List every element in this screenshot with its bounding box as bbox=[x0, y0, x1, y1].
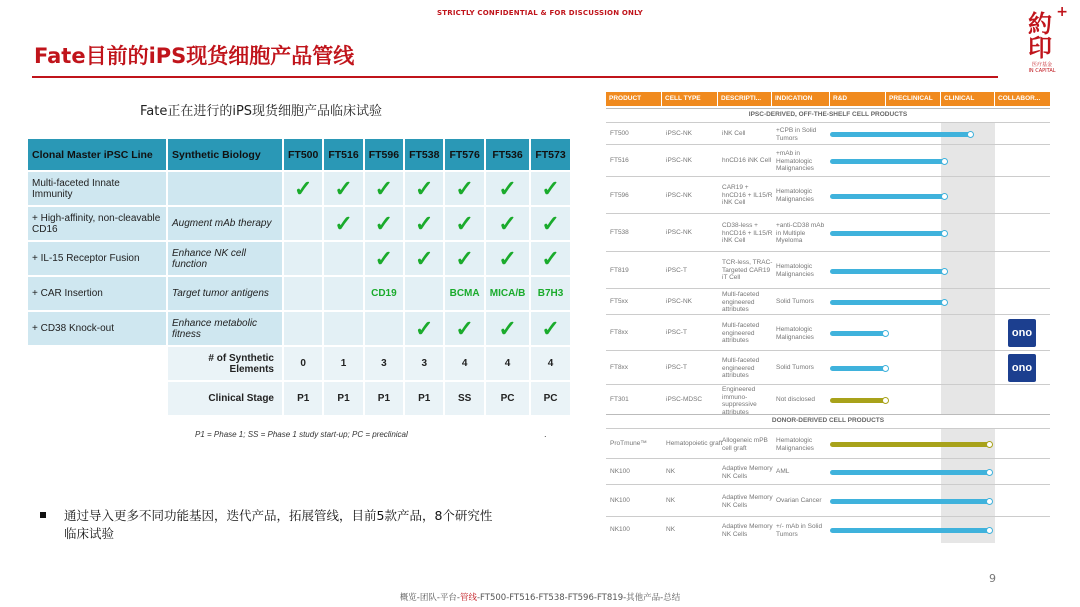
table-cell bbox=[531, 172, 569, 205]
checkmark-icon: ✓ bbox=[334, 210, 353, 236]
col-header-product: FT576 bbox=[445, 139, 483, 170]
checkmark-icon: ✓ bbox=[455, 245, 474, 271]
table-row bbox=[28, 277, 570, 310]
pipeline-ind: +anti-CD38 mAb in Multiple Myeloma bbox=[776, 222, 825, 244]
pipeline-row bbox=[606, 428, 1050, 459]
logo-subtitle: 医疗基金 IN CAPITAL bbox=[1028, 62, 1056, 74]
table-cell bbox=[324, 312, 362, 345]
synthetic-elements-value: 4 bbox=[445, 347, 483, 380]
pipeline-ind: Hematologic Malignancies bbox=[776, 188, 814, 203]
footnote-dot: . bbox=[544, 430, 547, 439]
progress-bar bbox=[830, 398, 886, 403]
table-cell bbox=[284, 242, 322, 275]
progress-end-marker bbox=[986, 527, 993, 534]
ono-collaborator-logo: ono bbox=[1008, 354, 1036, 382]
clinical-stage-row bbox=[28, 382, 570, 415]
synthetic-elements-value: 4 bbox=[486, 347, 530, 380]
car-target-label: BCMA bbox=[449, 288, 480, 299]
table-cell bbox=[284, 172, 322, 205]
company-logo bbox=[1024, 4, 1068, 74]
pipeline-row bbox=[606, 314, 1050, 351]
pipeline-ind: Hematologic Malignancies bbox=[776, 326, 814, 341]
pipeline-desc: Multi-faceted engineered attributes bbox=[722, 357, 760, 379]
checkmark-icon: ✓ bbox=[374, 175, 394, 201]
pipeline-desc: TCR-less, TRAC-Targeted CAR19 iT Cell bbox=[722, 259, 773, 281]
pipeline-product: NK100 bbox=[610, 468, 630, 475]
pipeline-desc: Allogeneic mPB cell graft bbox=[722, 437, 768, 452]
pipeline-product: FT5xx bbox=[610, 298, 629, 305]
checkmark-icon: ✓ bbox=[498, 245, 517, 271]
pipeline-ind: Hematologic Malignancies bbox=[776, 437, 814, 452]
pipeline-ind: +CPB in Solid Tumors bbox=[776, 127, 817, 142]
pipeline-ind: Not disclosed bbox=[776, 396, 816, 403]
progress-bar bbox=[830, 442, 990, 447]
section-navigation bbox=[0, 591, 1080, 603]
table-row bbox=[28, 207, 570, 240]
progress-end-marker bbox=[986, 498, 993, 505]
pipeline-header: DESCRIPTI... bbox=[718, 92, 771, 106]
progress-bar bbox=[830, 528, 990, 533]
checkmark-icon: ✓ bbox=[455, 315, 474, 341]
pipeline-row bbox=[606, 176, 1050, 214]
pipeline-product: NK100 bbox=[610, 526, 630, 533]
pipeline-header: INDICATION bbox=[772, 92, 829, 106]
clinical-column-shade bbox=[941, 252, 995, 289]
pipeline-product: FT301 bbox=[610, 396, 629, 403]
progress-bar bbox=[830, 470, 990, 475]
progress-end-marker bbox=[967, 131, 974, 138]
pipeline-header: COLLABOR... bbox=[995, 92, 1050, 106]
progress-end-marker bbox=[941, 299, 948, 306]
page-number: 9 bbox=[989, 572, 996, 585]
progress-end-marker bbox=[882, 330, 889, 337]
clinical-column-shade bbox=[941, 145, 995, 177]
table-row bbox=[28, 172, 570, 205]
progress-end-marker bbox=[941, 230, 948, 237]
pipeline-cell: iPSC-NK bbox=[666, 229, 693, 236]
table-cell bbox=[486, 172, 530, 205]
table-cell bbox=[324, 207, 362, 240]
clinical-stage-value: P1 bbox=[284, 382, 322, 415]
clinical-column-shade bbox=[941, 177, 995, 214]
progress-end-marker bbox=[986, 469, 993, 476]
pipeline-product: FT819 bbox=[610, 267, 629, 274]
logo-char-2: 印 bbox=[1028, 33, 1052, 62]
table-cell bbox=[365, 172, 403, 205]
progress-end-marker bbox=[941, 158, 948, 165]
pipeline-product: FT500 bbox=[610, 130, 629, 137]
table-row bbox=[28, 312, 570, 345]
pipeline-product: NK100 bbox=[610, 497, 630, 504]
synthetic-elements-value: 1 bbox=[324, 347, 362, 380]
feature-label: + CD38 Knock-out bbox=[28, 312, 166, 345]
clinical-column-shade bbox=[941, 385, 995, 415]
clinical-stage-value: PC bbox=[486, 382, 530, 415]
col-header-product: FT536 bbox=[486, 139, 530, 170]
pipeline-ind: AML bbox=[776, 468, 790, 475]
pipeline-row bbox=[606, 213, 1050, 252]
pipeline-row bbox=[606, 144, 1050, 177]
progress-bar bbox=[830, 159, 945, 164]
confidential-notice: STRICTLY CONFIDENTIAL & FOR DISCUSSION ONLY bbox=[437, 9, 643, 17]
table-cell bbox=[445, 312, 483, 345]
biology-label: Target tumor antigens bbox=[168, 277, 282, 310]
synthetic-elements-value: 3 bbox=[365, 347, 403, 380]
checkmark-icon: ✓ bbox=[541, 210, 560, 236]
feature-label: Multi-faceted Innate Immunity bbox=[28, 172, 166, 205]
checkmark-icon: ✓ bbox=[455, 210, 474, 236]
col-header-product: FT500 bbox=[284, 139, 322, 170]
pipeline-ind: Ovarian Cancer bbox=[776, 497, 822, 504]
pipeline-cell: iPSC-T bbox=[666, 267, 687, 274]
synthetic-elements-row bbox=[28, 347, 570, 380]
progress-bar bbox=[830, 194, 945, 199]
section-header-ipsc: IPSC-DERIVED, OFF-THE-SHELF CELL PRODUCTS bbox=[606, 108, 1050, 121]
ono-collaborator-logo: ono bbox=[1008, 319, 1036, 347]
table-cell bbox=[486, 312, 530, 345]
blank-cell bbox=[28, 347, 166, 380]
col-header-product: FT538 bbox=[405, 139, 443, 170]
progress-bar bbox=[830, 300, 945, 305]
pipeline-cell: NK bbox=[666, 526, 676, 533]
pipeline-cell: iPSC-T bbox=[666, 364, 687, 371]
pipeline-header: R&D bbox=[830, 92, 885, 106]
progress-bar bbox=[830, 499, 990, 504]
table-cell bbox=[284, 312, 322, 345]
table-cell bbox=[324, 172, 362, 205]
table-cell bbox=[284, 277, 322, 310]
pipeline-cell: iPSC-T bbox=[666, 329, 687, 336]
logo-plus-icon: + bbox=[1056, 4, 1068, 20]
synthetic-elements-value: 4 bbox=[531, 347, 569, 380]
pipeline-desc: Engineered immuno-suppressive attributes bbox=[722, 386, 757, 416]
feature-label: + CAR Insertion bbox=[28, 277, 166, 310]
clinical-column-shade bbox=[941, 315, 995, 351]
pipeline-header: PRODUCT bbox=[606, 92, 661, 106]
checkmark-icon: ✓ bbox=[415, 175, 434, 201]
checkmark-icon: ✓ bbox=[415, 210, 434, 236]
pipeline-cell: iPSC-NK bbox=[666, 157, 693, 164]
table-cell bbox=[486, 207, 530, 240]
table-cell bbox=[405, 242, 443, 275]
pipeline-row bbox=[606, 288, 1050, 315]
synthetic-biology-table bbox=[26, 137, 572, 417]
clinical-stage-value: PC bbox=[531, 382, 569, 415]
pipeline-header: CLINICAL bbox=[941, 92, 994, 106]
car-target-label: B7H3 bbox=[537, 288, 564, 299]
pipeline-desc: CD38-less + hnCD16 + IL15/R iNK Cell bbox=[722, 222, 773, 244]
table-row bbox=[28, 242, 570, 275]
biology-label: Enhance NK cell function bbox=[168, 242, 282, 275]
table-cell bbox=[324, 277, 362, 310]
progress-bar bbox=[830, 132, 971, 137]
checkmark-icon: ✓ bbox=[541, 175, 560, 201]
col-header-ipsc-line: Clonal Master iPSC Line bbox=[28, 139, 166, 170]
pipeline-desc: Multi-faceted engineered attributes bbox=[722, 291, 760, 313]
clinical-column-shade bbox=[941, 351, 995, 385]
checkmark-icon: ✓ bbox=[541, 315, 560, 341]
checkmark-icon: ✓ bbox=[498, 210, 517, 236]
table-cell bbox=[365, 277, 403, 310]
progress-end-marker bbox=[941, 268, 948, 275]
pipeline-row bbox=[606, 122, 1050, 145]
pipeline-header: CELL TYPE bbox=[662, 92, 717, 106]
col-header-synthetic-biology: Synthetic Biology bbox=[168, 139, 282, 170]
table-cell bbox=[365, 242, 403, 275]
title-rule bbox=[32, 76, 998, 78]
pipeline-row bbox=[606, 350, 1050, 385]
pipeline-desc: Multi-faceted engineered attributes bbox=[722, 322, 760, 344]
clinical-column-shade bbox=[941, 289, 995, 315]
pipeline-cell: iPSC-NK bbox=[666, 298, 693, 305]
pipeline-row bbox=[606, 484, 1050, 517]
pipeline-row bbox=[606, 458, 1050, 485]
pipeline-cell: NK bbox=[666, 468, 676, 475]
biology-label: Augment mAb therapy bbox=[168, 207, 282, 240]
feature-label: + IL-15 Receptor Fusion bbox=[28, 242, 166, 275]
col-header-product: FT596 bbox=[365, 139, 403, 170]
table-cell bbox=[284, 207, 322, 240]
table-cell bbox=[445, 172, 483, 205]
col-header-product: FT516 bbox=[324, 139, 362, 170]
nav-pre: 概览-团队-平台- bbox=[399, 593, 460, 603]
table-cell bbox=[405, 312, 443, 345]
pipeline-desc: Adaptive Memory NK Cells bbox=[722, 465, 773, 480]
clinical-stage-value: P1 bbox=[405, 382, 443, 415]
checkmark-icon: ✓ bbox=[415, 315, 434, 341]
pipeline-chart bbox=[606, 92, 1050, 568]
table-cell bbox=[445, 207, 483, 240]
pipeline-cell: NK bbox=[666, 497, 676, 504]
bullet-text: 通过导入更多不同功能基因，迭代产品，拓展管线，目前5款产品，8个研究性临床试验 bbox=[64, 508, 493, 541]
table-cell bbox=[486, 277, 530, 310]
synthetic-elements-value: 3 bbox=[405, 347, 443, 380]
blank-cell bbox=[28, 382, 166, 415]
car-target-label: CD19 bbox=[371, 288, 397, 299]
checkmark-icon: ✓ bbox=[498, 175, 517, 201]
logo-char-1: 約 bbox=[1028, 9, 1052, 38]
pipeline-ind: Hematologic Malignancies bbox=[776, 263, 814, 278]
table-footnote: P1 = Phase 1; SS = Phase 1 study start-up; PC = preclinical bbox=[195, 430, 408, 439]
table-cell bbox=[365, 207, 403, 240]
progress-bar bbox=[830, 366, 886, 371]
checkmark-icon: ✓ bbox=[455, 175, 474, 201]
pipeline-desc: Adaptive Memory NK Cells bbox=[722, 523, 773, 538]
synthetic-elements-value: 0 bbox=[284, 347, 322, 380]
progress-bar bbox=[830, 331, 886, 336]
table-cell bbox=[531, 207, 569, 240]
clinical-column-shade bbox=[941, 214, 995, 252]
checkmark-icon: ✓ bbox=[498, 315, 517, 341]
pipeline-desc: CAR19 + hnCD16 + IL15/R iNK Cell bbox=[722, 184, 773, 206]
pipeline-product: FT8xx bbox=[610, 364, 629, 371]
table-cell bbox=[445, 277, 483, 310]
pipeline-ind: +mAb in Hematologic Malignancies bbox=[776, 150, 814, 172]
progress-end-marker bbox=[882, 365, 889, 372]
pipeline-desc: iNK Cell bbox=[722, 130, 746, 137]
clinical-stage-value: P1 bbox=[365, 382, 403, 415]
pipeline-header: PRECLINICAL bbox=[886, 92, 940, 106]
pipeline-row bbox=[606, 516, 1050, 543]
table-cell bbox=[531, 312, 569, 345]
checkmark-icon: ✓ bbox=[415, 245, 434, 271]
pipeline-desc: hnCD16 iNK Cell bbox=[722, 157, 772, 164]
car-target-label: MICA/B bbox=[489, 288, 526, 299]
checkmark-icon: ✓ bbox=[334, 175, 353, 201]
nav-active: 管线 bbox=[459, 593, 477, 603]
pipeline-product: FT596 bbox=[610, 192, 629, 199]
col-header-product: FT573 bbox=[531, 139, 569, 170]
table-cell bbox=[531, 242, 569, 275]
biology-label bbox=[168, 172, 282, 205]
nav-post: -FT500-FT516-FT538-FT596-FT819-其他产品-总结 bbox=[476, 593, 681, 603]
synthetic-elements-label: # of Synthetic Elements bbox=[168, 347, 282, 380]
pipeline-product: FT538 bbox=[610, 229, 629, 236]
clinical-stage-value: P1 bbox=[324, 382, 362, 415]
pipeline-desc: Adaptive Memory NK Cells bbox=[722, 494, 773, 509]
pipeline-ind: Solid Tumors bbox=[776, 364, 814, 371]
pipeline-product: FT516 bbox=[610, 157, 629, 164]
page-title: Fate目前的iPS现货细胞产品管线 bbox=[34, 44, 355, 68]
table-cell bbox=[365, 312, 403, 345]
bullet-square-icon bbox=[40, 512, 46, 518]
pipeline-ind: Solid Tumors bbox=[776, 298, 814, 305]
pipeline-row bbox=[606, 384, 1050, 415]
pipeline-cell: iPSC-MDSC bbox=[666, 396, 703, 403]
checkmark-icon: ✓ bbox=[541, 245, 560, 271]
checkmark-icon: ✓ bbox=[374, 245, 394, 271]
table-cell bbox=[531, 277, 569, 310]
table-cell bbox=[405, 172, 443, 205]
checkmark-icon: ✓ bbox=[374, 210, 394, 236]
pipeline-cell: Hematopoietic graft bbox=[666, 440, 723, 447]
checkmark-icon: ✓ bbox=[293, 175, 313, 201]
biology-label: Enhance metabolic fitness bbox=[168, 312, 282, 345]
progress-bar bbox=[830, 231, 945, 236]
table-cell bbox=[445, 242, 483, 275]
table-cell bbox=[324, 242, 362, 275]
table-cell bbox=[405, 207, 443, 240]
feature-label: + High-affinity, non-cleavable CD16 bbox=[28, 207, 166, 240]
pipeline-product: ProTmune™ bbox=[610, 440, 647, 447]
progress-end-marker bbox=[882, 397, 889, 404]
left-table-caption: Fate正在进行的iPS现货细胞产品临床试验 bbox=[140, 104, 383, 119]
section-header-donor: DONOR-DERIVED CELL PRODUCTS bbox=[606, 414, 1050, 427]
pipeline-row bbox=[606, 251, 1050, 289]
clinical-stage-value: SS bbox=[445, 382, 483, 415]
clinical-stage-label: Clinical Stage bbox=[168, 382, 282, 415]
progress-end-marker bbox=[986, 441, 993, 448]
table-cell bbox=[486, 242, 530, 275]
progress-end-marker bbox=[941, 193, 948, 200]
progress-bar bbox=[830, 269, 945, 274]
pipeline-cell: iPSC-NK bbox=[666, 192, 693, 199]
table-cell bbox=[405, 277, 443, 310]
pipeline-product: FT8xx bbox=[610, 329, 629, 336]
pipeline-ind: +/- mAb in Solid Tumors bbox=[776, 523, 823, 538]
pipeline-cell: iPSC-NK bbox=[666, 130, 693, 137]
